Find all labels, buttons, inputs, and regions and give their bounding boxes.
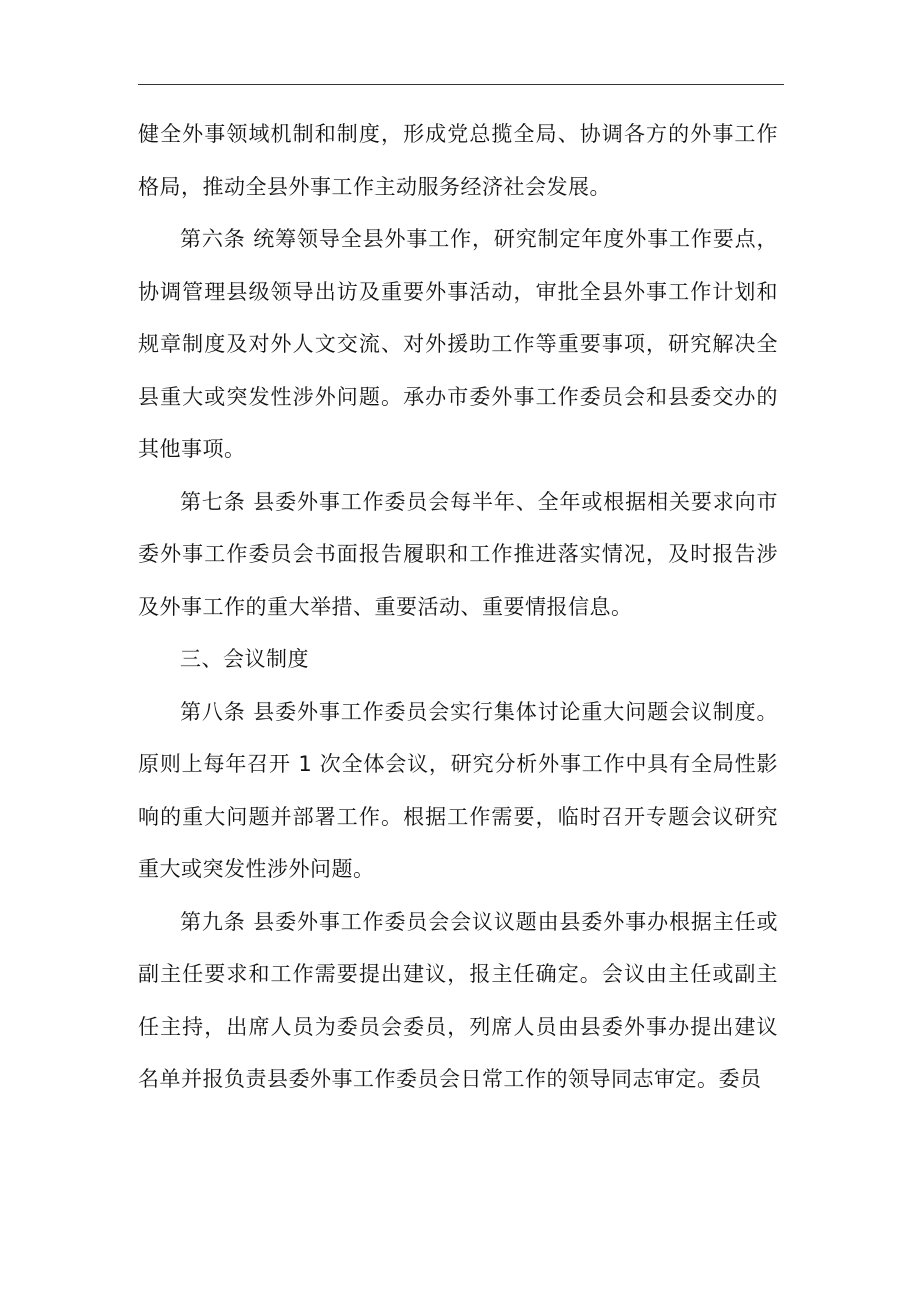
header-rule xyxy=(138,84,784,85)
paragraph-article-8: 第八条 县委外事工作委员会实行集体讨论重大问题会议制度。原则上每年召开 1 次全体会议，研究分析外事工作中具有全局性影响的重大问题并部署工作。根据工作需要，临时召开专题会议研究重大或突发性涉外问题。 xyxy=(138,699,778,881)
section-heading-meeting-system: 三、会议制度 xyxy=(180,647,309,671)
paragraph-article-6: 第六条 统筹领导全县外事工作，研究制定年度外事工作要点，协调管理县级领导出访及重要外事活动，审批全县外事工作计划和规章制度及对外人文交流、对外援助工作等重要事项，研究解决全县重大或突发性涉外问题。承办市委外事工作委员会和县委交办的其他事项。 xyxy=(138,227,778,461)
paragraph-article-7: 第七条 县委外事工作委员会每半年、全年或根据相关要求向市委外事工作委员会书面报告履职和工作推进落实情况，及时报告涉及外事工作的重大举措、重要活动、重要情报信息。 xyxy=(138,489,778,619)
paragraph-continuation: 健全外事领域机制和制度，形成党总揽全局、协调各方的外事工作格局，推动全县外事工作主动服务经济社会发展。 xyxy=(138,122,778,199)
document-body xyxy=(138,108,778,1106)
paragraph-article-9: 第九条 县委外事工作委员会会议议题由县委外事办根据主任或副主任要求和工作需要提出建议，报主任确定。会议由主任或副主任主持，出席人员为委员会委员，列席人员由县委外事办提出建议名单并报负责县委外事工作委员会日常工作的领导同志审定。委员 xyxy=(138,909,778,1091)
